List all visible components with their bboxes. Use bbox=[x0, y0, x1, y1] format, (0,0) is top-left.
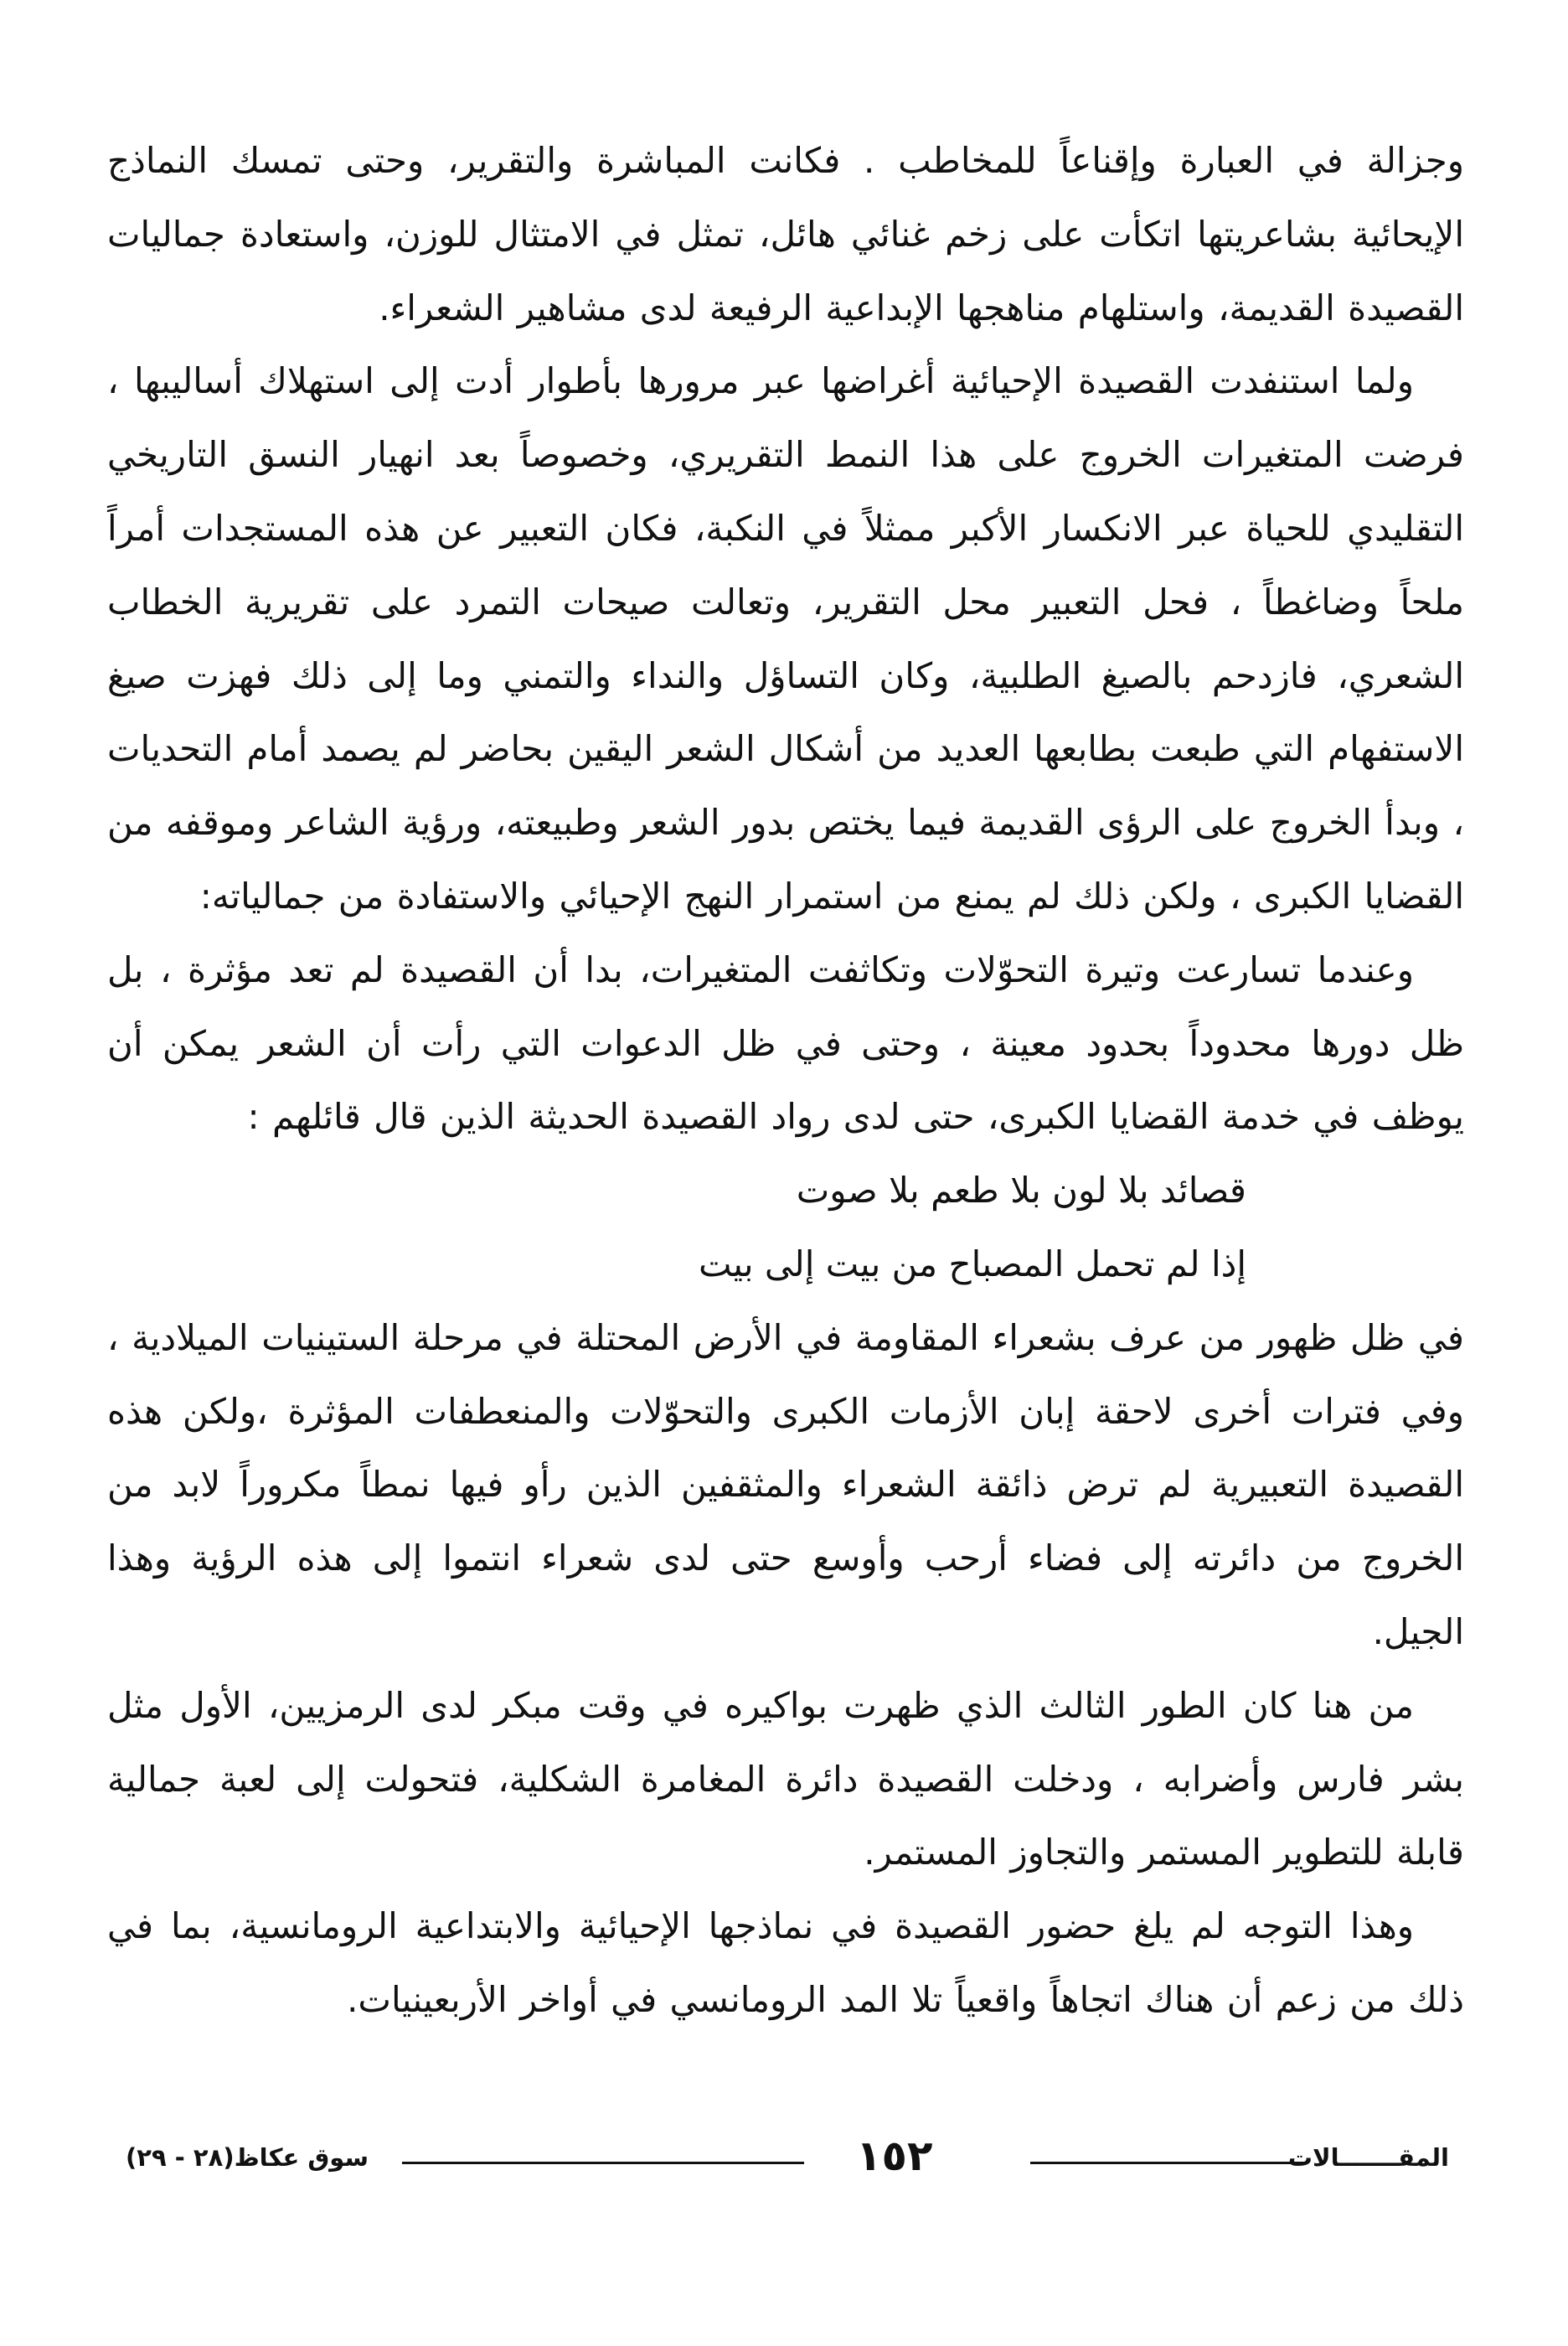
footer-rule-right bbox=[1030, 2162, 1307, 2164]
section-label: المقـــــــالات bbox=[1287, 2143, 1449, 2172]
article-body bbox=[107, 124, 1464, 2037]
verse-line-1: قصائد بلا لون بلا طعم بلا صوت bbox=[796, 1170, 1246, 1212]
journal-label: سوق عكاظ(٢٨ - ٢٩) bbox=[126, 2143, 369, 2172]
footer-rule-left bbox=[402, 2162, 804, 2164]
paragraph-3: وعندما تسارعت وتيرة التحوّلات وتكاثفت المتغيرات، بدا أن القصيدة لم تعد مؤثرة ، بل ظل دورها محدوداً بحدود معينة ، وحتى في ظل الدعوات التي رأت أن الشعر يمكن أن يوظف في خدمة القضايا الكبرى، حتى لدى رواد القصيدة الحديثة الذين قال قائلهم : bbox=[107, 948, 1464, 1138]
page-footer bbox=[126, 2132, 1449, 2185]
paragraph-1: وجزالة في العبارة وإقناعاً للمخاطب . فكانت المباشرة والتقرير، وحتى تمسك النماذج الإيحائية بشاعريتها اتكأت على زخم غنائي هائل، تمثل في الامتثال للوزن، واستعادة جماليات القصيدة القديمة، واستلهام مناهجها الإبداعية الرفيعة لدى مشاهير الشعراء. bbox=[107, 140, 1464, 328]
paragraph-4: في ظل ظهور من عرف بشعراء المقاومة في الأرض المحتلة في مرحلة الستينيات الميلادية ، وفي فترات أخرى لاحقة إبان الأزمات الكبرى والتحوّلات والمنعطفات المؤثرة ،ولكن هذه القصيدة التعبيرية لم ترض ذائقة الشعراء والمثقفين الذين رأو فيها نمطاً مكروراً لابد من الخروج من دائرته إلى فضاء أرحب وأوسع حتى لدى شعراء انتموا إلى هذه الرؤية وهذا الجيل. bbox=[107, 1316, 1464, 1652]
page-number: ١٥٢ bbox=[856, 2132, 933, 2180]
verse-line-2: إذا لم تحمل المصباح من بيت إلى بيت bbox=[698, 1243, 1246, 1284]
paragraph-2: ولما استنفدت القصيدة الإحيائية أغراضها عبر مرورها بأطوار أدت إلى استهلاك أساليبها ، فرضت المتغيرات الخروج على هذا النمط التقريري، وخصوصاً بعد انهيار النسق التاريخي التقليدي للحياة عبر الانكسار الأكبر ممثلاً في النكبة، فكان التعبير عن هذه المستجدات أمراً ملحاً وضاغطاً ، فحل التعبير محل التقرير، وتعالت صيحات التمرد على تقريرية الخطاب الشعري، فازدحم بالصيغ الطلبية، وكان التساؤل والنداء والتمني وما إلى ذلك فهزت صيغ الاستفهام التي طبعت بطابعها العديد من أشكال الشعر اليقين بحاضر لم يصمد أمام التحديات ، وبدأ الخروج على الرؤى القديمة فيما يختص بدور الشعر وطبيعته، ورؤية الشاعر وموقفه من القضايا الكبرى ، ولكن ذلك لم يمنع من استمرار النهج الإحيائي والاستفادة من جمالياته: bbox=[107, 360, 1464, 917]
paragraph-5: من هنا كان الطور الثالث الذي ظهرت بواكيره في وقت مبكر لدى الرمزيين، الأول مثل بشر فارس وأضرابه ، ودخلت القصيدة دائرة المغامرة الشكلية، فتحولت إلى لعبة جمالية قابلة للتطوير المستمر والتجاوز المستمر. bbox=[107, 1684, 1464, 1873]
paragraph-6: وهذا التوجه لم يلغ حضور القصيدة في نماذجها الإحيائية والابتداعية الرومانسية، بما في ذلك من زعم أن هناك اتجاهاً واقعياً تلا المد الرومانسي في أواخر الأربعينيات. bbox=[107, 1905, 1464, 2020]
